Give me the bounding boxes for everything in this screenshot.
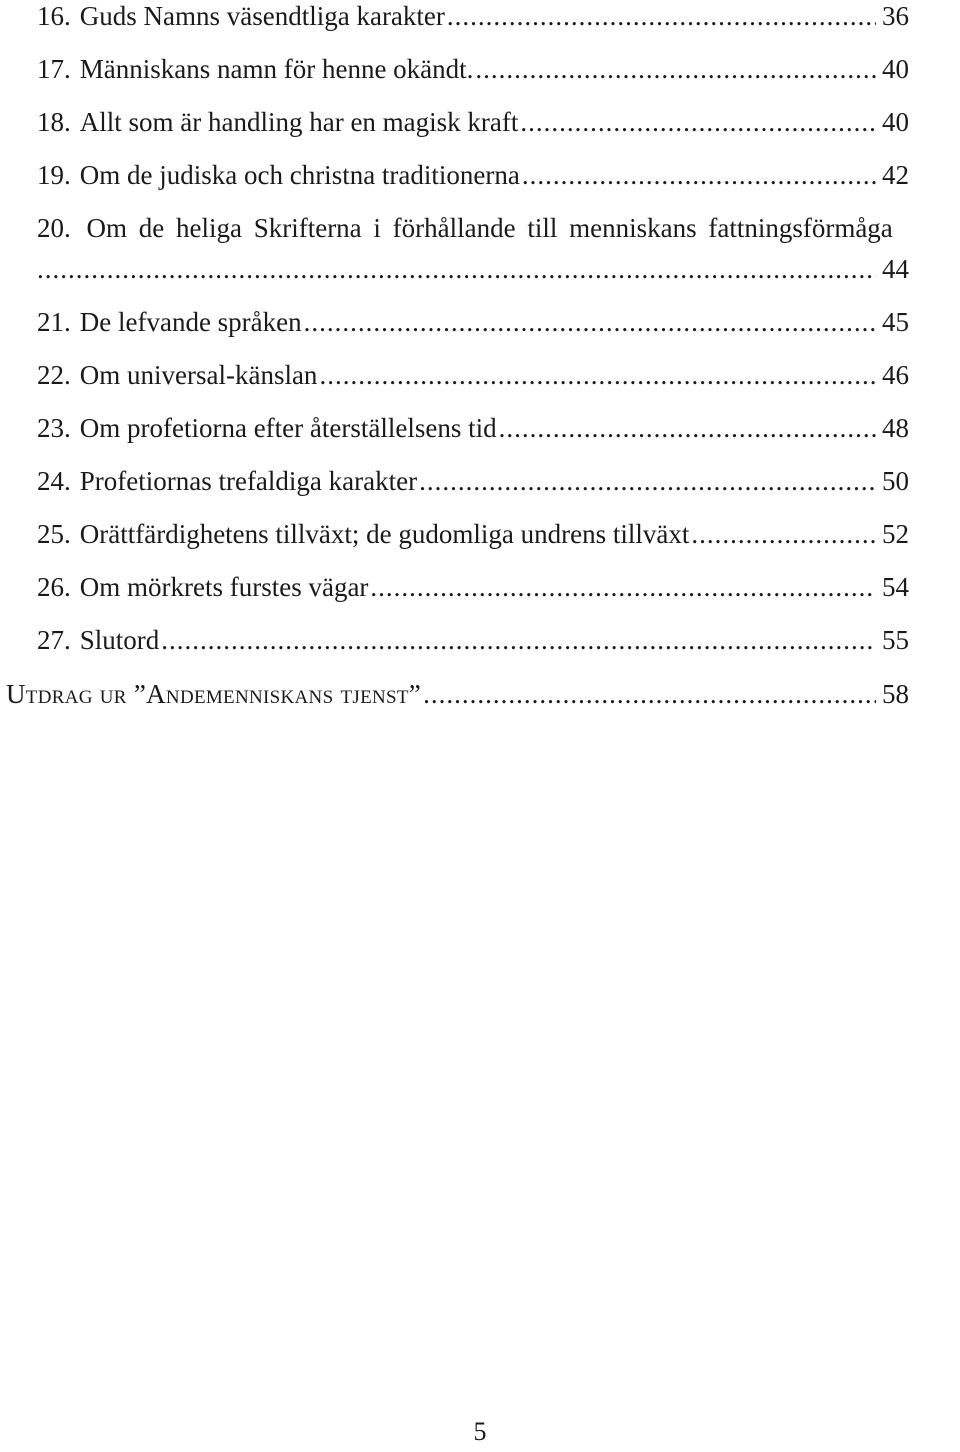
toc-entry-21: [37, 302, 909, 342]
entry-title: Om universal-känslan: [79, 360, 318, 390]
dot-leader: [691, 514, 876, 554]
entry-page: 54: [882, 572, 909, 602]
entry-page: 42: [882, 160, 909, 190]
entry-page: 52: [882, 519, 909, 549]
toc-entry-20: [37, 208, 960, 248]
entry-title: Guds Namns väsendtliga karakter: [79, 1, 445, 31]
entry-number: 19.: [37, 160, 71, 190]
dot-leader: [475, 49, 876, 89]
entry-number: 27.: [37, 625, 71, 655]
toc-entry-23: [37, 408, 909, 448]
toc-entry-25: [37, 514, 909, 554]
dot-leader: [423, 674, 876, 714]
entry-title: Om de heliga Skrifterna i förhållande till menniskans fattningsförmåga: [86, 213, 893, 243]
entry-page: 50: [882, 466, 909, 496]
entry-number: 16.: [37, 1, 71, 31]
dot-leader: [37, 249, 876, 289]
entry-page: 55: [882, 625, 909, 655]
entry-page: 36: [882, 1, 909, 31]
dot-leader: [499, 408, 876, 448]
dot-leader: [161, 620, 876, 660]
entry-number: 25.: [37, 519, 71, 549]
entry-page: 58: [882, 679, 909, 709]
entry-number: 22.: [37, 360, 71, 390]
entry-title: Profetiornas trefaldiga karakter: [79, 466, 418, 496]
dot-leader: [447, 0, 876, 36]
toc-entry-19: [37, 155, 909, 195]
entry-page: 45: [882, 307, 909, 337]
entry-title: Slutord: [79, 625, 160, 655]
entry-title: Orättfärdighetens tillväxt; de gudomliga undrens tillväxt: [79, 519, 690, 549]
entry-title: Allt som är handling har en magisk kraft: [79, 107, 519, 137]
entry-page: 44: [882, 254, 909, 284]
toc-entry-20-continuation: [37, 249, 909, 289]
dot-leader: [522, 155, 876, 195]
entry-title: Utdrag ur ”Andemenniskans tjenst”: [6, 679, 422, 709]
toc-entry-22: [37, 355, 909, 395]
dot-leader: [370, 567, 876, 607]
toc-entry-16: [37, 0, 909, 36]
toc-entry-27: [37, 620, 909, 660]
page-number: 5: [473, 1417, 487, 1446]
entry-title: Om de judiska och christna traditionerna: [79, 160, 520, 190]
entry-page: 48: [882, 413, 909, 443]
entry-page: 46: [882, 360, 909, 390]
entry-number: 17.: [37, 54, 71, 84]
entry-title: De lefvande språken: [79, 307, 302, 337]
dot-leader: [319, 355, 876, 395]
entry-heading: [37, 208, 893, 248]
dot-leader: [419, 461, 876, 501]
entry-number: 18.: [37, 107, 71, 137]
dot-leader: [520, 102, 876, 142]
entry-number: 20.: [37, 213, 71, 243]
entry-page: 40: [882, 54, 909, 84]
entry-title: Om profetiorna efter återställelsens tid: [79, 413, 497, 443]
toc-entry-appendix: [6, 674, 909, 714]
entry-number: 24.: [37, 466, 71, 496]
entry-number: 21.: [37, 307, 71, 337]
toc-entry-24: [37, 461, 909, 501]
entry-title: Om mörkrets furstes vägar: [79, 572, 369, 602]
toc-entry-26: [37, 567, 909, 607]
toc-entry-17: [37, 49, 909, 89]
entry-page: 40: [882, 107, 909, 137]
dot-leader: [304, 302, 876, 342]
toc-entry-18: [37, 102, 909, 142]
entry-number: 23.: [37, 413, 71, 443]
entry-title: Människans namn för henne okändt.: [79, 54, 474, 84]
entry-number: 26.: [37, 572, 71, 602]
